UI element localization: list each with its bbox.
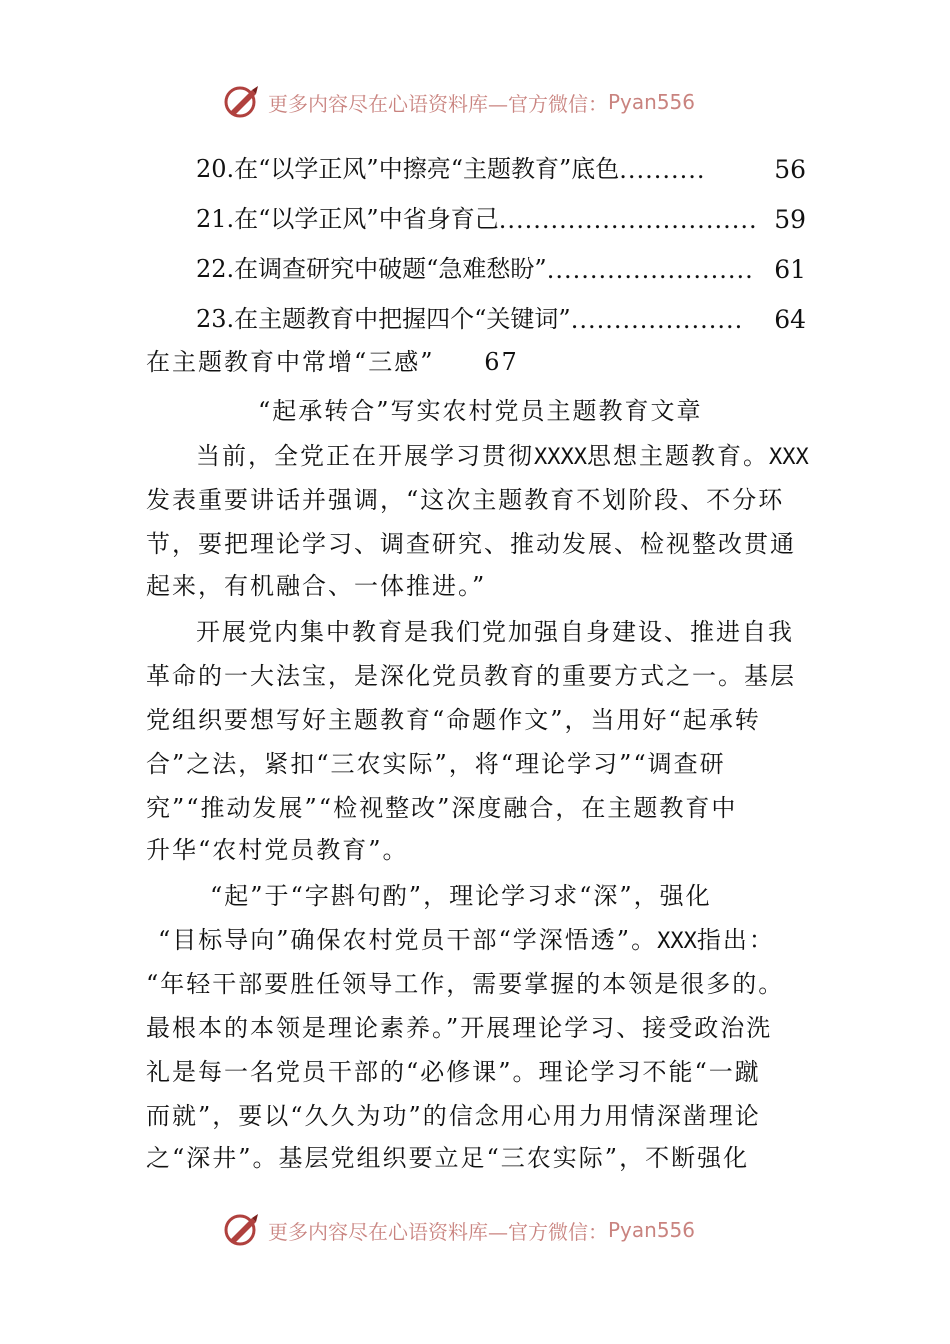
paragraph-line: 礼是每一名党员干部的“必修课”。理论学习不能“一蹴 [146,1058,761,1086]
toc-item[interactable] [196,300,806,334]
paragraph-line: 开展党内集中教育是我们党加强自身建设、推进自我 [196,618,794,646]
banner-wechat-id: Pyan556 [608,1218,696,1242]
toc-item-label: 23.在主题教育中把握四个“关键词” [196,305,571,333]
article-title: “起承转合”写实农村党员主题教育文章 [258,397,703,425]
toc-extra-label: 在主题教育中常增“三感” [146,348,435,376]
banner-wechat-id: Pyan556 [608,90,696,114]
paragraph-line: “起”于“字斟句酌”，理论学习求“深”，强化 [210,882,712,910]
paragraph-line: 合”之法，紧扣“三农实际”，将“理论学习”“调查研 [146,750,726,778]
toc-extra-item[interactable] [146,342,519,377]
pen-logo-icon [222,82,262,122]
paragraph-line: 革命的一大法宝，是深化党员教育的重要方式之一。基层 [146,662,796,690]
paragraph-line: 党组织要想写好主题教育“命题作文”，当用好“起承转 [146,706,761,734]
toc-item-page: 56 [774,155,806,184]
paragraph-line: “年轻干部要胜任领导工作，需要掌握的本领是很多的。 [146,970,785,998]
paragraph-line: 节，要把理论学习、调查研究、推动发展、检视整改贯通 [146,530,796,558]
toc-extra-page: 67 [484,348,519,376]
toc-item[interactable] [196,150,806,184]
paragraph-line: 起来，有机融合、一体推进。” [146,572,487,600]
toc-item[interactable] [196,200,806,234]
footer-banner [222,1210,742,1250]
paragraph-line: 究”“推动发展”“检视整改”深度融合，在主题教育中 [146,794,738,822]
toc-item-label: 21.在“以学正风”中省身育己 [196,205,499,233]
paragraph-line: 之“深井”。基层党组织要立足“三农实际”，不断强化 [146,1144,750,1172]
paragraph-line: 最根本的本领是理论素养。”开展理论学习、接受政治洗 [146,1014,773,1042]
toc-item-page: 61 [774,255,806,284]
paragraph-line: 升华“农村党员教育”。 [146,836,409,864]
toc-leader-dots: .......... [619,156,706,184]
toc-leader-dots: .............................. [498,206,758,234]
toc-item-label: 22.在调查研究中破题“急难愁盼” [196,255,547,283]
paragraph-line: 发表重要讲话并强调，“这次主题教育不划阶段、不分环 [146,486,785,514]
toc-item-label: 20.在“以学正风”中擦亮“主题教育”底色 [196,155,620,183]
toc-leader-dots: .................... [570,306,744,334]
toc-item-page: 64 [774,305,806,334]
paragraph-line: “目标导向”确保农村党员干部“学深悟透”。XXX指出： [158,926,775,954]
paragraph-line: 而就”，要以“久久为功”的信念用心用力用情深凿理论 [146,1102,761,1130]
toc-item-page: 59 [774,205,806,234]
paragraph-line: 当前，全党正在开展学习贯彻XXXX思想主题教育。XXX [196,442,809,470]
banner-text: 更多内容尽在心语资料库—官方微信： [268,91,608,116]
toc-leader-dots: ........................ [546,256,754,284]
pen-logo-icon [222,1210,262,1250]
banner-text: 更多内容尽在心语资料库—官方微信： [268,1219,608,1244]
header-banner [222,82,742,122]
toc-item[interactable] [196,250,806,284]
